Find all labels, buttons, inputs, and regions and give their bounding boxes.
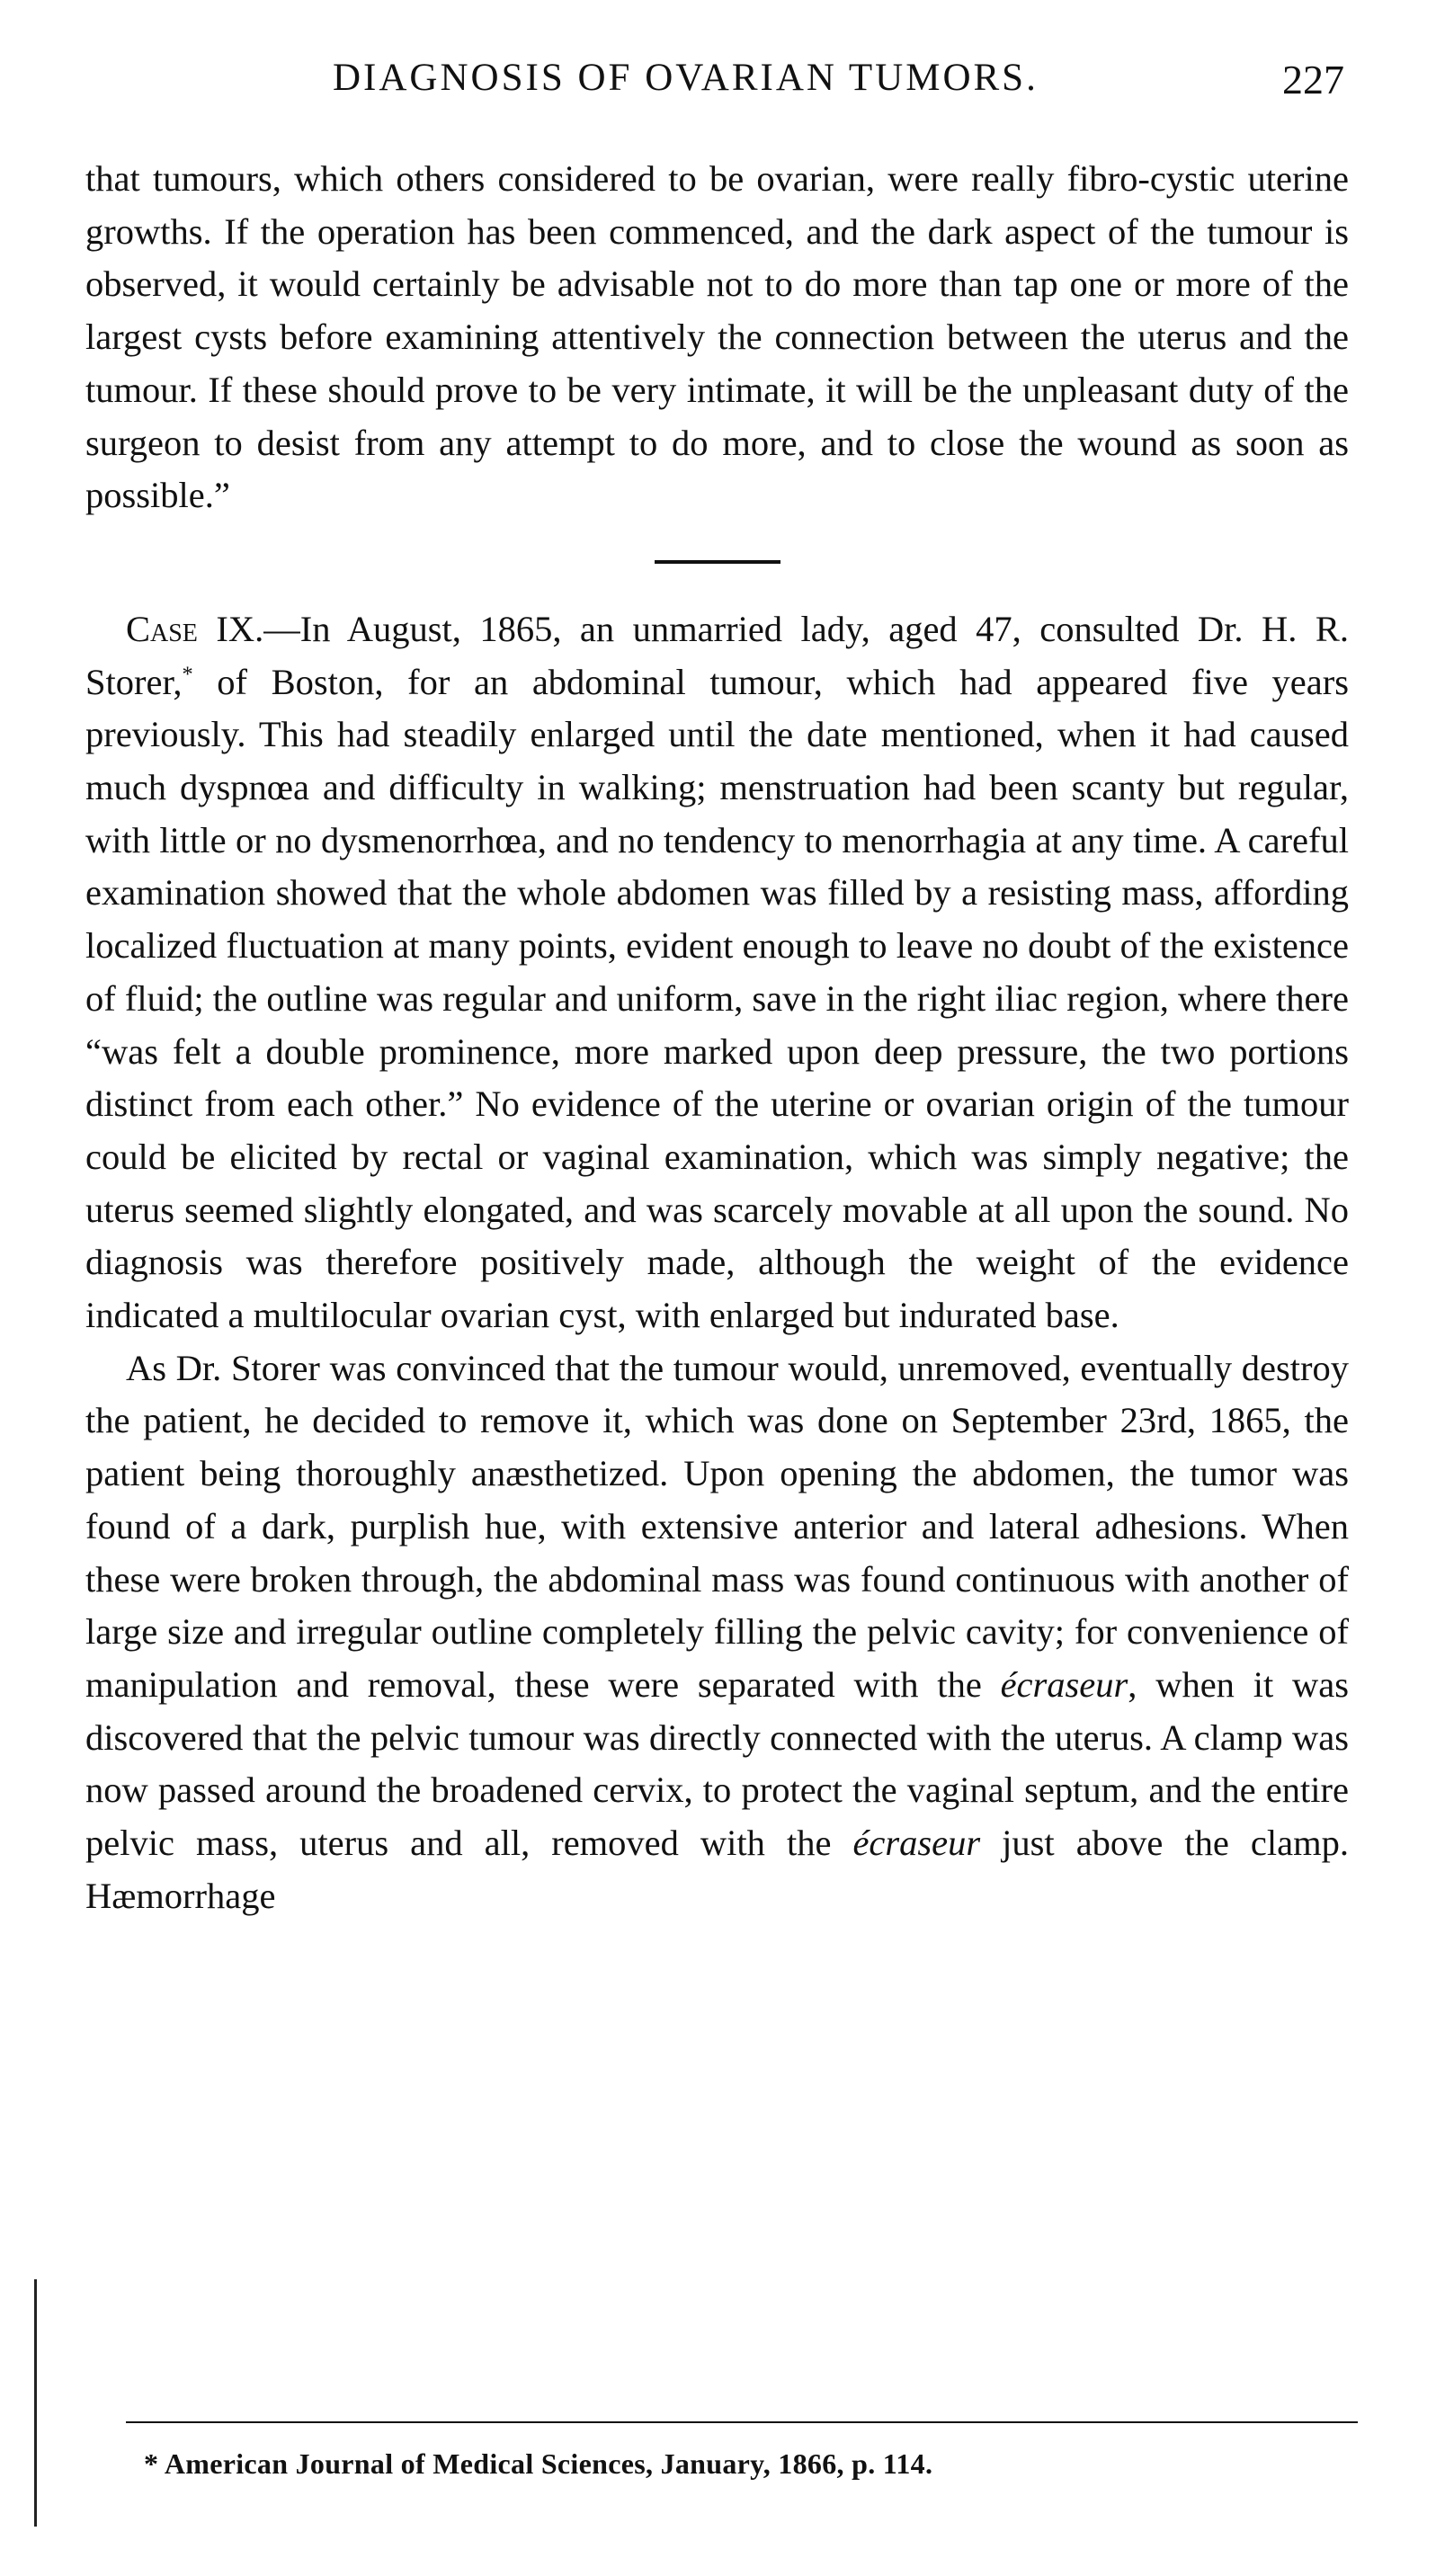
running-head bbox=[85, 56, 1344, 110]
page-title: DIAGNOSIS OF OVARIAN TUMORS. bbox=[333, 57, 1039, 99]
section-divider bbox=[655, 560, 780, 564]
italic-term: écraseur bbox=[1000, 1663, 1128, 1705]
paragraph-text: —In August, 1865, an unmarried lady, aged 47, consulted Dr. H. R. Storer, bbox=[85, 608, 1349, 702]
paragraph-text: As Dr. Storer was convinced that the tumour would, unremoved, eventually destroy the patient, he decided to remove it, which was done on September 23rd, 1865, the patient being thoroughly anæsthetized. Upon opening the abdomen, the tumor was found of a dark, purplish hue, with extensive anterior and lateral adhesions. When these were broken through, the abdominal mass was found continuous with another of large size and irregular outline completely filling the pelvic cavity; for convenience of manipulation and removal, these were separated with the bbox=[85, 1347, 1349, 1705]
paragraph-text: of Boston, for an abdominal tumour, which had appeared five years previously. This had steadily enlarged until the date mentioned, when it had caused much dyspnœa and difficulty in walking; menstruation had been scanty but regular, with little or no dysmenorrhœa, and no tendency to menorrhagia at any time. A careful examination showed that the whole abdomen was filled by a resisting mass, affording localized fluctuation at many points, evident enough to leave no doubt of the existence of fluid; the outline was regular and uniform, save in the right iliac region, where there “was felt a double prominence, more marked upon deep pressure, the two portions distinct from each other.” No evidence of the uterine or ovarian origin of the tumour could be elicited by rectal or vaginal examination, which was simply negative; the uterus seemed slightly elongated, and was scarcely movable at all upon the sound. No diagnosis was therefore positively made, although the weight of the evidence indicated a multilocular ovarian cyst, with enlarged but indurated base. bbox=[85, 661, 1349, 1336]
paragraph-text: , when it was discovered that the pelvic tumour was directly connected with the uterus. A clamp was now passed around the broadened cervix, to protect the vaginal septum, and the entire pelvic mass, uterus and all, removed with the bbox=[85, 1663, 1349, 1864]
paragraph-operation bbox=[85, 1342, 1349, 1923]
body-text bbox=[85, 153, 1349, 1923]
case-label: Case IX. bbox=[126, 608, 264, 649]
margin-scan-mark bbox=[34, 2279, 37, 2527]
footnote-rule bbox=[126, 2421, 1358, 2423]
page-number: 227 bbox=[1282, 57, 1344, 103]
paragraph-case-ix bbox=[85, 603, 1349, 1342]
paragraph-quote-end bbox=[85, 153, 1349, 522]
footnote: * American Journal of Medical Sciences, January, 1866, p. 114. bbox=[144, 2447, 933, 2480]
footnote-marker: * bbox=[182, 662, 193, 687]
paragraph-text: just above the clamp. Hæmorrhage bbox=[85, 1823, 1349, 1916]
paragraph-text: that tumours, which others considered to be ovarian, were really fibro-cystic uterine growths. If the operation has been commenced, and the dark aspect of the tumour is observed, it would certainly be advisable not to do more than tap one or more of the largest cysts before examining attentively the connection between the uterus and the tumour. If these should prove to be very intimate, it will be the unpleasant duty of the surgeon to desist from any attempt to do more, and to close the wound as soon as possible.” bbox=[85, 158, 1349, 516]
italic-term: écraseur bbox=[852, 1823, 981, 1864]
